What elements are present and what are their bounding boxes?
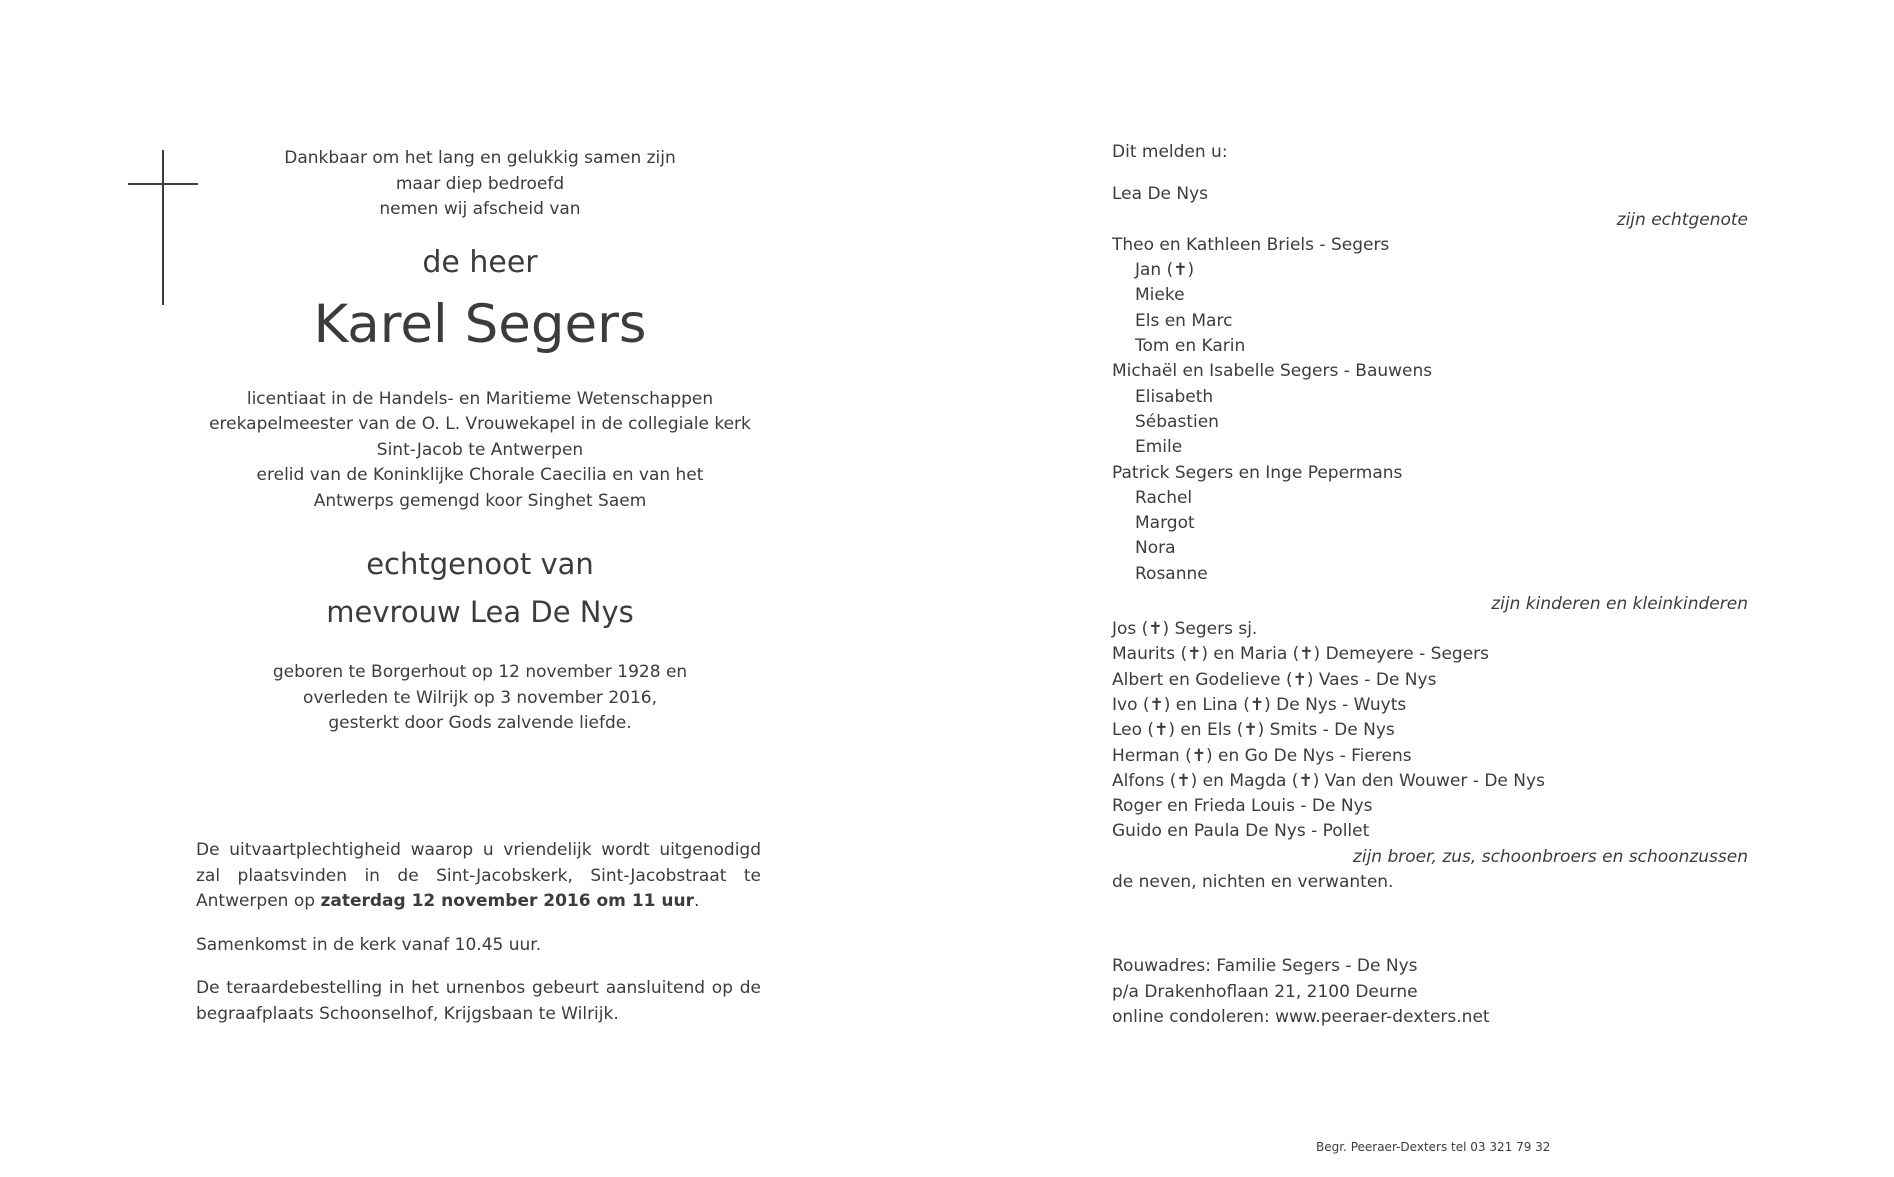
- grandchild: Els en Marc: [1135, 310, 1233, 331]
- sibling-family: Jos (✝) Segers sj.: [1112, 619, 1258, 640]
- gathering-time: Samenkomst in de kerk vanaf 10.45 uur.: [196, 934, 542, 955]
- grandchild: Jan (✝): [1135, 260, 1195, 281]
- sibling-family: Alfons (✝) en Magda (✝) Van den Wouwer - De Nys: [1112, 770, 1545, 791]
- grandchild: Tom en Karin: [1135, 336, 1246, 357]
- grandchild: Elisabeth: [1135, 386, 1214, 407]
- funeral-invitation: [196, 838, 761, 915]
- sibling-family: Ivo (✝) en Lina (✝) De Nys - Wuyts: [1112, 694, 1407, 715]
- sibling-family: Leo (✝) en Els (✝) Smits - De Nys: [1112, 720, 1395, 741]
- qualification-line: erelid van de Koninklijke Chorale Caecilia en van het: [256, 465, 704, 485]
- child-family: Patrick Segers en Inge Pepermans: [1112, 462, 1403, 483]
- funeral-invitation-text: De uitvaartplechtigheid waarop u vriendelijk wordt uitgenodigd zal plaatsvinden in de Sint-Jacobskerk, Sint-Jacobstraat te Antwerpen op: [196, 840, 761, 911]
- online-condolences: online condoleren: www.peeraer-dexters.net: [1112, 1007, 1490, 1027]
- relation-label: zijn echtgenote: [1616, 209, 1748, 230]
- sibling-family: Albert en Godelieve (✝) Vaes - De Nys: [1112, 669, 1437, 690]
- grandchild: Sébastien: [1135, 411, 1219, 432]
- deceased-name: Karel Segers: [313, 293, 647, 355]
- spouse-name: Lea De Nys: [1112, 184, 1209, 205]
- sibling-family: Guido en Paula De Nys - Pollet: [1112, 821, 1370, 842]
- intro-text: [180, 146, 780, 223]
- life-line: gesterkt door Gods zalvende liefde.: [328, 713, 632, 733]
- funeral-director-credit: Begr. Peeraer-Dexters tel 03 321 79 32: [1316, 1140, 1551, 1154]
- sibling-family: Maurits (✝) en Maria (✝) Demeyere - Segers: [1112, 644, 1490, 665]
- sibling-family: Roger en Frieda Louis - De Nys: [1112, 796, 1373, 817]
- funeral-date-time: zaterdag 12 november 2016 om 11 uur: [320, 891, 694, 911]
- spouse-line: echtgenoot van: [366, 547, 594, 581]
- life-dates: [180, 660, 780, 737]
- intro-line: maar diep bedroefd: [395, 173, 565, 194]
- child-family: Theo en Kathleen Briels - Segers: [1112, 234, 1390, 255]
- mourning-address: [1112, 954, 1490, 1031]
- burial-info: De teraardebestelling in het urnenbos gebeurt aansluitend op de begraafplaats Schoonselhof, Krijgsbaan te Wilrijk.: [196, 978, 761, 1024]
- grandchild: Rachel: [1135, 487, 1193, 508]
- qualification-line: Antwerps gemengd koor Singhet Saem: [313, 490, 647, 511]
- relation-label: zijn kinderen en kleinkinderen: [1491, 594, 1748, 615]
- grandchild: Mieke: [1135, 285, 1185, 306]
- funeral-details: [196, 838, 761, 1045]
- cross-vertical-bar: [162, 150, 164, 305]
- intro-line: Dankbaar om het lang en gelukkig samen zijn: [284, 148, 676, 168]
- family-announcement: [1112, 140, 1748, 895]
- child-family: Michaël en Isabelle Segers - Bauwens: [1112, 361, 1433, 382]
- obituary-left-column: [180, 146, 780, 737]
- life-line: geboren te Borgerhout op 12 november 1928 en: [272, 662, 688, 682]
- address-line: p/a Drakenhoflaan 21, 2100 Deurne: [1112, 981, 1418, 1002]
- grandchild: Emile: [1135, 437, 1183, 458]
- qualification-line: licentiaat in de Handels- en Maritieme Wetenschappen: [246, 388, 714, 409]
- spouse-line: mevrouw Lea De Nys: [326, 595, 634, 629]
- qualification-line: Sint-Jacob te Antwerpen: [376, 439, 584, 460]
- qualifications: [180, 387, 780, 515]
- funeral-invitation-end: .: [693, 891, 700, 911]
- extended-family: de neven, nichten en verwanten.: [1112, 872, 1394, 893]
- announcement-heading: Dit melden u:: [1112, 142, 1228, 162]
- honorific: de heer: [422, 244, 538, 280]
- grandchild: Nora: [1135, 538, 1176, 559]
- relation-label: zijn broer, zus, schoonbroers en schoonzussen: [1352, 846, 1748, 867]
- grandchild: Margot: [1135, 513, 1195, 534]
- life-line: overleden te Wilrijk op 3 november 2016,: [303, 687, 657, 708]
- intro-line: nemen wij afscheid van: [379, 199, 581, 219]
- spouse-block: [180, 540, 780, 636]
- address-line: Rouwadres: Familie Segers - De Nys: [1112, 956, 1418, 976]
- grandchild: Rosanne: [1135, 563, 1208, 584]
- qualification-line: erekapelmeester van de O. L. Vrouwekapel in de collegiale kerk: [209, 414, 751, 434]
- sibling-family: Herman (✝) en Go De Nys - Fierens: [1112, 745, 1412, 766]
- spacer: [1112, 165, 1748, 182]
